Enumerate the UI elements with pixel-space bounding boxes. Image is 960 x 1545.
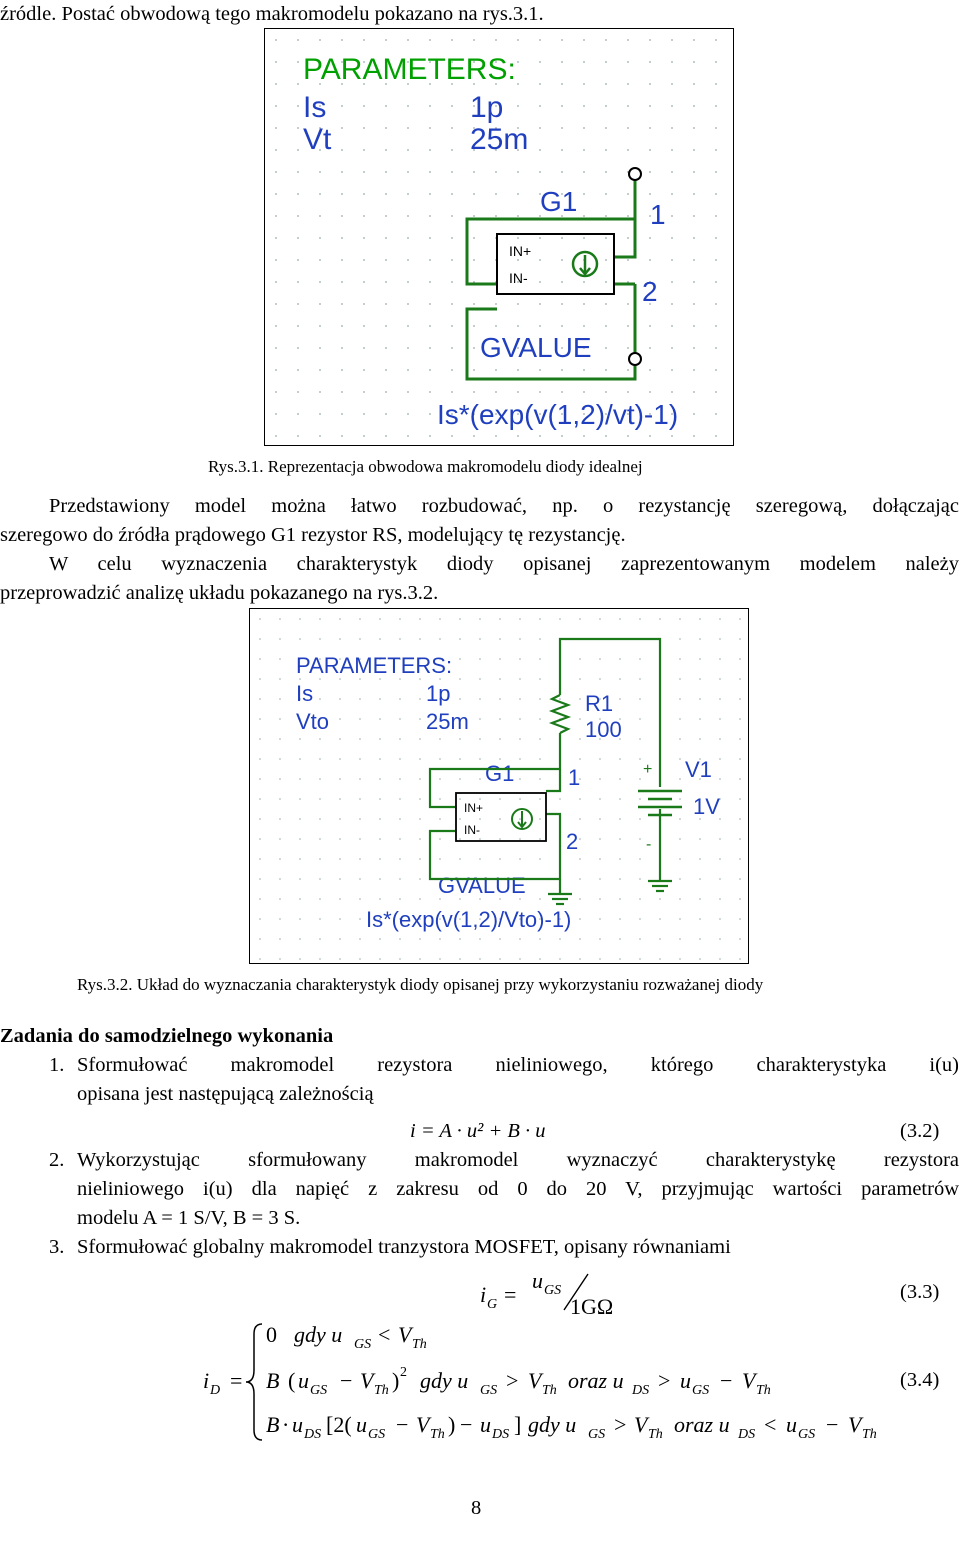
param-is-value: 1p [470, 91, 504, 124]
source-type-label: GVALUE [438, 873, 526, 898]
svg-text:−: − [340, 1368, 353, 1393]
svg-text:): ) [392, 1368, 400, 1393]
svg-text:Th: Th [430, 1427, 445, 1442]
figure-3-2 [249, 608, 749, 964]
svg-text:DS: DS [738, 1427, 756, 1442]
param-is-value: 1p [426, 681, 451, 706]
svg-text:u: u [786, 1412, 797, 1437]
param-vto-name: Vto [296, 709, 330, 734]
item3-line1: Sformułować globalny makromodel tranzystora MOSFET, opisany równaniami [77, 1236, 731, 1258]
svg-text:−: − [826, 1412, 839, 1437]
svg-text:Th: Th [756, 1383, 771, 1398]
params-title: PARAMETERS: [296, 653, 453, 678]
svg-text:Th: Th [374, 1383, 389, 1398]
svg-text:V: V [360, 1368, 374, 1393]
svg-text:[2(: [2( [326, 1412, 352, 1437]
svg-text:u: u [680, 1368, 691, 1393]
svg-text:<: < [764, 1412, 777, 1437]
param-vt-name: Vt [303, 123, 332, 156]
svg-text:G: G [487, 1297, 498, 1312]
svg-text:u: u [480, 1412, 491, 1437]
item2-number: 2. [49, 1149, 65, 1171]
svg-text:DS: DS [492, 1427, 510, 1442]
svg-text:u: u [532, 1268, 543, 1293]
svg-text:>: > [614, 1412, 627, 1437]
params-title: PARAMETERS: [303, 53, 516, 86]
svg-text:−: − [720, 1368, 733, 1393]
svg-text:gdy u: gdy u [420, 1368, 469, 1393]
caption-3-2: Rys.3.2. Układ do wyznaczania charakterystyk diody opisanej przy wykorzystaniu rozważanej diody [77, 975, 764, 994]
node-label-1: 1 [568, 765, 581, 790]
svg-text:B: B [266, 1368, 280, 1393]
page-number: 8 [471, 1497, 482, 1519]
source-expression: Is*(exp(v(1,2)/vt)-1) [437, 399, 679, 430]
svg-text:1GΩ: 1GΩ [570, 1294, 614, 1319]
node-label-2: 2 [566, 829, 579, 854]
para2-line1: W celu wyznaczenia charakterystyk diody opisanej zaprezentowanym modelem należy [49, 553, 959, 575]
item2-line3: modelu A = 1 S/V, B = 3 S. [77, 1207, 301, 1229]
equation-3-2-number: (3.2) [900, 1120, 940, 1142]
source-label-g1: G1 [540, 186, 578, 217]
svg-text:i: i [480, 1282, 487, 1307]
resistor-value: 100 [585, 717, 622, 742]
vsource-value: 1V [693, 794, 720, 819]
terminal-node-1 [629, 168, 641, 180]
svg-text:GS: GS [588, 1427, 606, 1442]
svg-text:GS: GS [480, 1383, 498, 1398]
para1-line2: szeregowo do źródła prądowego G1 rezystor RS, modelujący tę rezystancję. [0, 524, 626, 546]
svg-text:]: ] [514, 1412, 522, 1437]
svg-text:(: ( [288, 1368, 296, 1393]
svg-text:u: u [298, 1368, 309, 1393]
svg-text:2: 2 [400, 1365, 407, 1380]
para1-line1: Przedstawiony model można łatwo rozbudować, np. o rezystancję szeregową, dołączając [49, 495, 959, 517]
vsource-name: V1 [685, 757, 712, 782]
svg-text:V: V [848, 1412, 862, 1437]
section-heading: Zadania do samodzielnego wykonania [0, 1025, 334, 1047]
svg-text:D: D [210, 1383, 221, 1398]
source-label-g1: G1 [485, 761, 515, 786]
svg-text:GS: GS [310, 1383, 328, 1398]
item2-line2: nieliniowego i(u) dla napięć z zakresu od 0 do 20 V, przyjmując wartości parametrów [77, 1178, 959, 1200]
svg-text:=: = [504, 1282, 517, 1307]
svg-text:gdy u: gdy u [294, 1322, 343, 1347]
text-line-top: źródle. Postać obwodową tego makromodelu pokazano na rys.3.1. [0, 3, 544, 25]
svg-text:Th: Th [648, 1427, 663, 1442]
param-is-name: Is [296, 681, 314, 706]
in-plus-label: IN+ [464, 801, 484, 815]
svg-text:GS: GS [544, 1283, 562, 1298]
equation-3-4-number: (3.4) [900, 1369, 940, 1391]
resistor-name: R1 [585, 691, 614, 716]
source-expression: Is*(exp(v(1,2)/Vto)-1) [366, 907, 572, 932]
equation-3-3-number: (3.3) [900, 1281, 940, 1303]
node-label-2: 2 [642, 276, 658, 307]
svg-text:): ) [448, 1412, 456, 1437]
svg-text:oraz u: oraz u [568, 1368, 624, 1393]
svg-text:−: − [396, 1412, 409, 1437]
in-minus-label: IN- [509, 270, 528, 286]
svg-text:u: u [292, 1412, 303, 1437]
svg-text:<: < [378, 1322, 391, 1347]
param-is-name: Is [303, 91, 327, 124]
in-plus-label: IN+ [509, 243, 532, 259]
item1-number: 1. [49, 1054, 65, 1076]
figure-3-1 [264, 28, 734, 446]
svg-text:0: 0 [266, 1322, 277, 1347]
equation-3-4 [198, 1312, 888, 1452]
svg-text:GS: GS [692, 1383, 710, 1398]
svg-text:Th: Th [542, 1383, 557, 1398]
svg-text:>: > [506, 1368, 519, 1393]
svg-text:V: V [634, 1412, 648, 1437]
item2-line1: Wykorzystując sformułowany makromodel wyznaczyć charakterystykę rezystora [77, 1149, 959, 1171]
in-minus-label: IN- [464, 823, 480, 837]
svg-text:oraz u: oraz u [674, 1412, 730, 1437]
item1-line2: opisana jest następującą zależnością [77, 1083, 374, 1105]
terminal-node-2 [629, 353, 641, 365]
svg-text:Th: Th [862, 1427, 877, 1442]
svg-text:V: V [528, 1368, 542, 1393]
svg-text:Th: Th [412, 1337, 427, 1352]
vsource-plus: + [643, 761, 653, 778]
svg-text:V: V [742, 1368, 756, 1393]
svg-text:gdy u: gdy u [528, 1412, 577, 1437]
svg-text:GS: GS [798, 1427, 816, 1442]
svg-text:GS: GS [354, 1337, 372, 1352]
svg-text:=: = [230, 1368, 243, 1393]
item3-number: 3. [49, 1236, 65, 1258]
schematic-3-2 [250, 609, 748, 963]
vsource-minus: - [646, 836, 652, 853]
equation-3-2: i = A · u² + B · u [410, 1120, 546, 1142]
svg-text:B: B [266, 1412, 280, 1437]
svg-text:>: > [658, 1368, 671, 1393]
svg-text:V: V [398, 1322, 412, 1347]
node-label-1: 1 [650, 199, 666, 230]
param-vt-value: 25m [470, 123, 529, 156]
item1-line1: Sformułować makromodel rezystora nieliniowego, którego charakterystyka i(u) [77, 1054, 959, 1076]
para2-line2: przeprowadzić analizę układu pokazanego na rys.3.2. [0, 582, 439, 604]
param-vto-value: 25m [426, 709, 469, 734]
source-type-label: GVALUE [480, 332, 592, 363]
svg-text:V: V [416, 1412, 430, 1437]
svg-text:GS: GS [368, 1427, 386, 1442]
caption-3-1: Rys.3.1. Reprezentacja obwodowa makromodelu diody idealnej [208, 457, 643, 476]
schematic-3-1 [265, 29, 733, 445]
svg-text:u: u [356, 1412, 367, 1437]
svg-text:·: · [282, 1412, 290, 1437]
svg-text:i: i [203, 1368, 210, 1393]
svg-text:−: − [460, 1412, 473, 1437]
svg-text:DS: DS [304, 1427, 322, 1442]
svg-text:DS: DS [632, 1383, 650, 1398]
